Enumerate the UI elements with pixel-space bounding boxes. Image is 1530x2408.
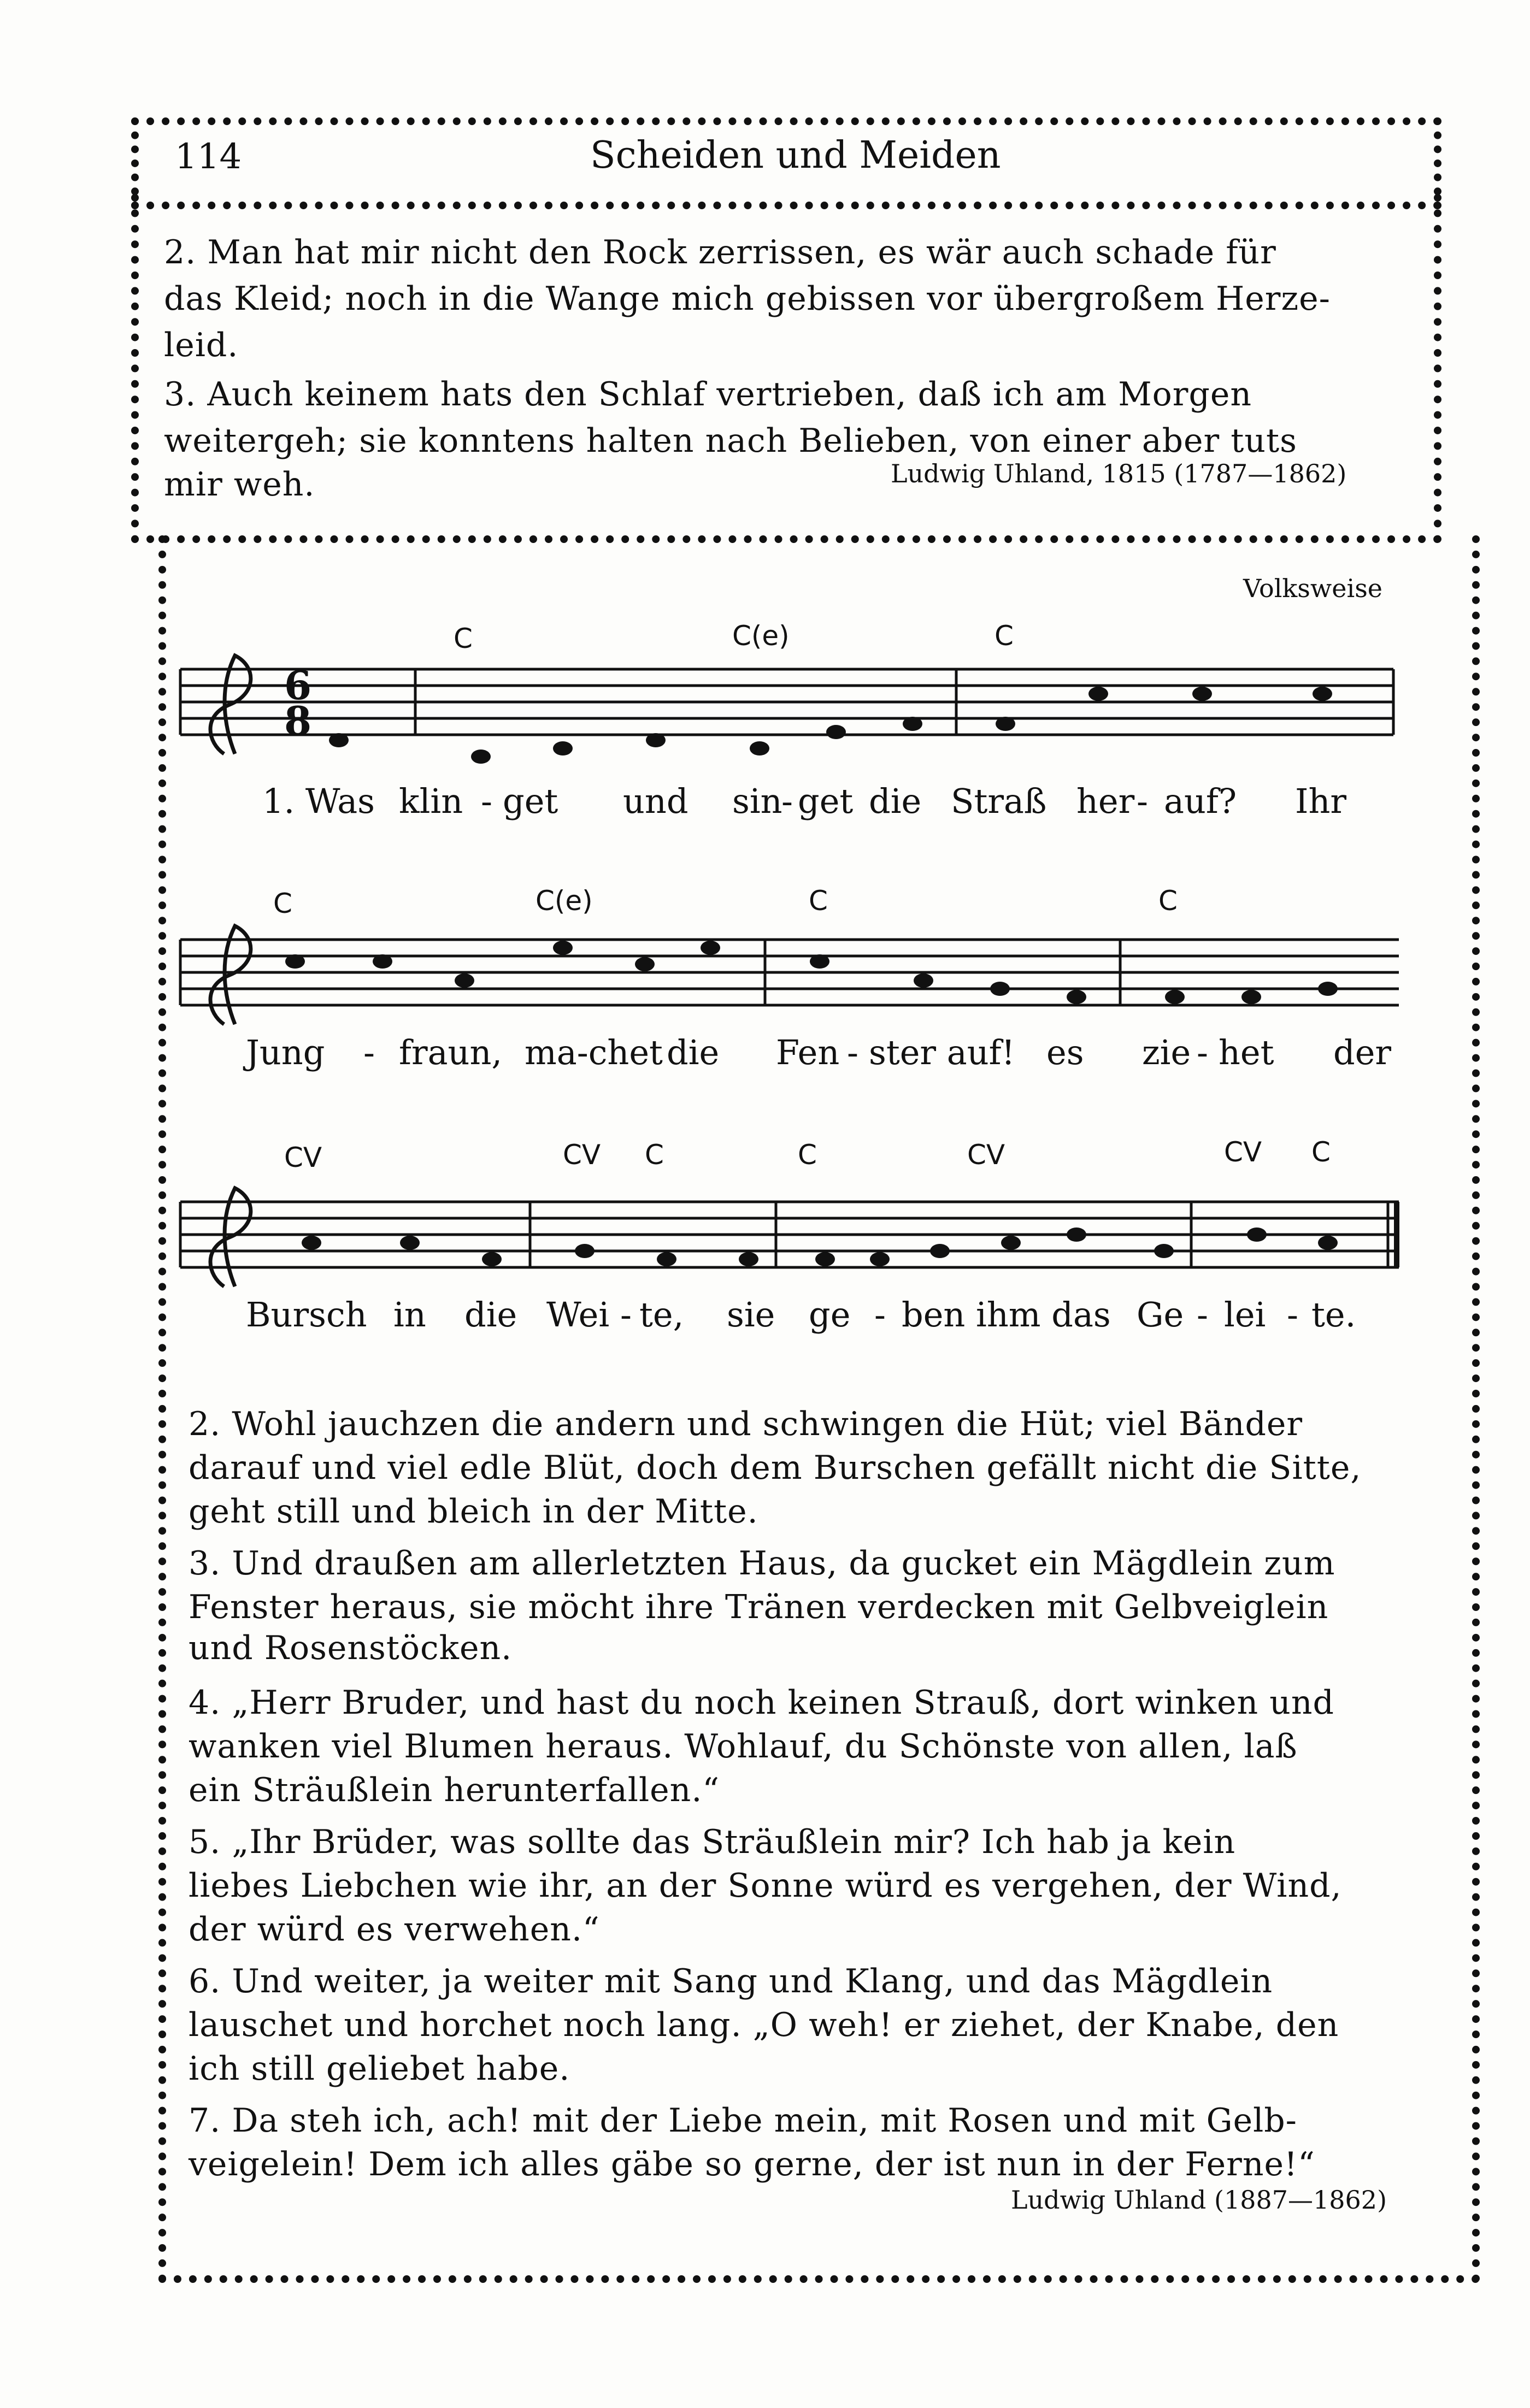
chord-s1-3: C [994, 620, 1014, 652]
verse-line: liebes Liebchen wie ihr, an der Sonne würd es vergehen, der Wind, [189, 1867, 1342, 1905]
chord-s3-3: C [645, 1139, 664, 1171]
verse-2-line-3: leid. [164, 326, 239, 364]
lyric: - [363, 1032, 375, 1072]
lyric: und [623, 781, 688, 821]
verse-line: 3. Und draußen am allerletzten Haus, da gucket ein Mägdlein zum [189, 1544, 1335, 1583]
chord-s2-2: C(e) [536, 885, 593, 917]
chord-s2-4: C [1158, 885, 1178, 917]
chord-s3-4: C [798, 1139, 817, 1171]
lyric: ma-chet [525, 1032, 663, 1072]
lyric: der [1333, 1032, 1392, 1072]
lyric: - [1137, 781, 1148, 821]
top-poem-attribution: Ludwig Uhland, 1815 (1787—1862) [891, 459, 1347, 488]
verse-line: der würd es verwehen.“ [189, 1910, 600, 1949]
lyric: es [1046, 1032, 1084, 1072]
lyric: zie [1142, 1032, 1191, 1072]
verse-line: darauf und viel edle Blüt, doch dem Burschen gefällt nicht die Sitte, [189, 1449, 1362, 1487]
verse-line: 6. Und weiter, ja weiter mit Sang und Klang, und das Mägdlein [189, 1962, 1273, 2000]
lyric: Fen [776, 1032, 840, 1072]
chord-s2-3: C [809, 885, 828, 917]
verse-line: 4. „Herr Bruder, und hast du noch keinen Strauß, dort winken und [189, 1684, 1334, 1722]
chord-s1-2: C(e) [732, 620, 790, 652]
lyric: die [667, 1032, 720, 1072]
verse-line: wanken viel Blumen heraus. Wohlauf, du Schönste von allen, laß [189, 1727, 1298, 1766]
lyric: - [481, 781, 492, 821]
lyric: get [503, 781, 558, 821]
lyric: ge [809, 1295, 851, 1335]
chord-s3-7: C [1311, 1136, 1331, 1168]
melody-source: Volksweise [1243, 574, 1383, 603]
song-attribution: Ludwig Uhland (1887—1862) [1011, 2185, 1387, 2215]
running-title: Scheiden und Meiden [590, 134, 1001, 177]
verse-3-line-2: weitergeh; sie konntens halten nach Belieben, von einer aber tuts [164, 422, 1297, 460]
chord-s3-1: CV [284, 1142, 322, 1173]
verse-2-line-2: das Kleid; noch in die Wange mich gebissen vor übergroßem Herze- [164, 280, 1331, 318]
lyric: Ihr [1295, 781, 1347, 821]
verse-line: ich still geliebet habe. [189, 2050, 570, 2088]
verse-line: veigelein! Dem ich alles gäbe so gerne, der ist nun in der Ferne!“ [189, 2145, 1315, 2183]
lyric: her [1076, 781, 1135, 821]
lyric: - [1197, 1295, 1208, 1335]
lyric: in [393, 1295, 426, 1335]
verse-2-line-1: 2. Man hat mir nicht den Rock zerrissen, es wär auch schade für [164, 233, 1276, 272]
time-sig-bottom: 8 [284, 698, 312, 744]
lyric: klin [399, 781, 463, 821]
verse-3-line-1: 3. Auch keinem hats den Schlaf vertrieben, daß ich am Morgen [164, 375, 1252, 414]
verse-line: Fenster heraus, sie möcht ihre Tränen verdecken mit Gelbveiglein [189, 1588, 1329, 1626]
lyric: - [1287, 1295, 1298, 1335]
lyric: sin [732, 781, 782, 821]
lyric: te. [1311, 1295, 1356, 1335]
lyric: die [869, 781, 922, 821]
lyric: lei [1224, 1295, 1266, 1335]
lyric: ster auf! [869, 1032, 1015, 1072]
chord-s3-5: CV [967, 1139, 1005, 1171]
lyric: het [1219, 1032, 1274, 1072]
lyric: Bursch [246, 1295, 367, 1335]
verse-line: lauschet und horchet noch lang. „O weh! er ziehet, der Knabe, den [189, 2006, 1339, 2044]
lyric: - [1197, 1032, 1208, 1072]
lyric: - [620, 1295, 632, 1335]
verse-line: 5. „Ihr Brüder, was sollte das Sträußlein mir? Ich hab ja kein [189, 1823, 1236, 1861]
lyric: get [798, 781, 854, 821]
verse-3-line-3: mir weh. [164, 465, 315, 504]
lyric: fraun, [399, 1032, 503, 1072]
chord-s3-2: CV [563, 1139, 601, 1171]
lyric: Ge [1137, 1295, 1184, 1335]
chord-s3-6: CV [1224, 1136, 1262, 1168]
lyric: Jung [246, 1032, 325, 1072]
lyric: sie [727, 1295, 775, 1335]
chord-s2-1: C [273, 888, 292, 919]
verse-line: 2. Wohl jauchzen die andern und schwingen die Hüt; viel Bänder [189, 1405, 1303, 1443]
verse-line: 7. Da steh ich, ach! mit der Liebe mein, mit Rosen und mit Gelb- [189, 2102, 1297, 2140]
chord-s1-1: C [454, 623, 473, 654]
lyric: Straß [951, 781, 1047, 821]
lyric: - [781, 781, 793, 821]
verse-line: und Rosenstöcken. [189, 1629, 513, 1667]
lyric: - [847, 1032, 858, 1072]
verse-line: ein Sträußlein herunterfallen.“ [189, 1771, 720, 1809]
page-number: 114 [175, 137, 242, 177]
lyric: die [464, 1295, 517, 1335]
verse-line: geht still und bleich in der Mitte. [189, 1492, 758, 1531]
lyric: Wei [546, 1295, 610, 1335]
lyric: te, [639, 1295, 684, 1335]
lyric: - [874, 1295, 886, 1335]
lyric: auf? [1164, 781, 1237, 821]
lyric: 1. Was [262, 781, 375, 821]
time-sig-top: 6 [284, 662, 312, 709]
lyric: ben ihm das [902, 1295, 1111, 1335]
